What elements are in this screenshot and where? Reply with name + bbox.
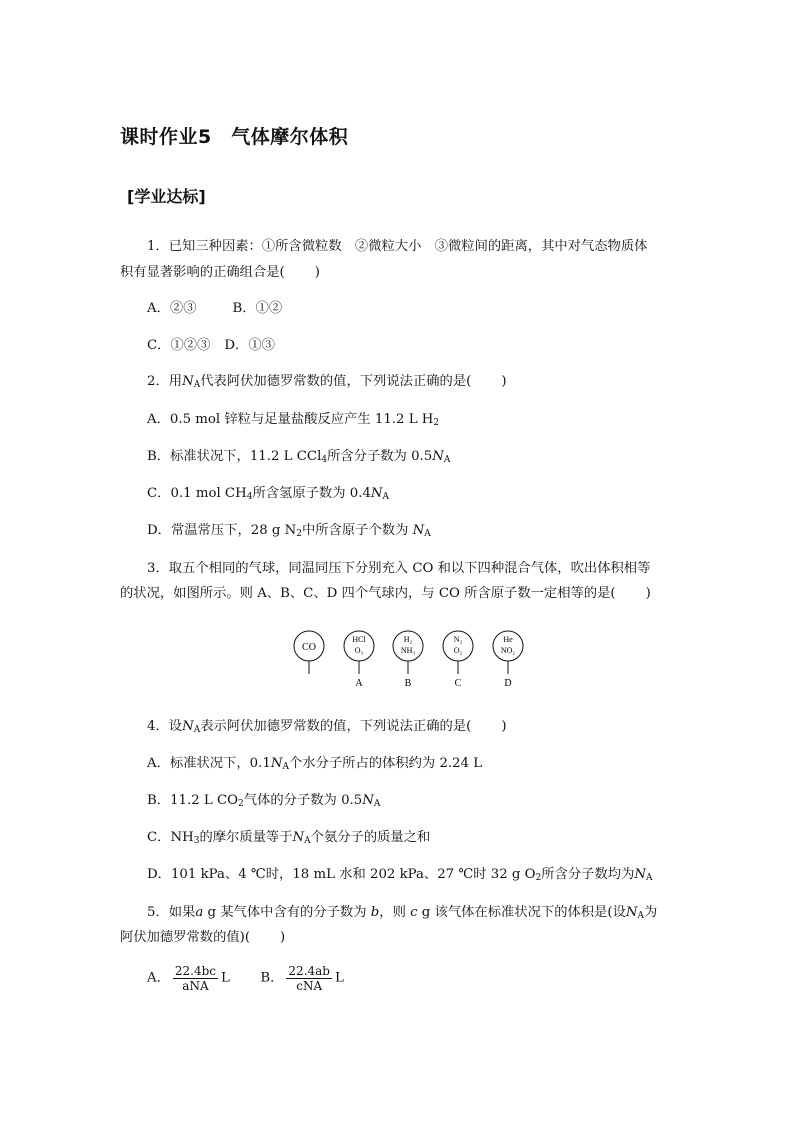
q5-option-b-fraction: $\frac{22.4ab}{\text{cNA}}$ (288, 964, 330, 993)
balloon-a-top: HCl (352, 635, 366, 644)
balloon-d-top: He (503, 635, 513, 644)
balloon-co (294, 631, 324, 674)
q2-option-a: A．0.5 mol 锌粒与足量盐酸反应产生 11.2 L $H_2$ (147, 412, 440, 428)
balloon-a-bottom: O₃ (354, 646, 364, 655)
q2-stem: 2．用$N_A$代表阿伏加德罗常数的值，下列说法正确的是( ) (147, 374, 507, 390)
q5-options: A． $\frac{22.4bc}{\text{aNA}}$ L B． $\frac{22.4ab}{\text{cNA}}$ L (147, 964, 344, 993)
balloon-c-top: N₂ (453, 635, 463, 644)
q1-option-c: C．①②③ (147, 338, 211, 353)
q5-line2: 阿伏加德罗常数的值)( ) (120, 930, 286, 945)
q1-options-ab (147, 300, 282, 318)
q3-line1: 3．取五个相同的气球，同温同压下分别充入 CO 和以下四种混合气体，吹出体积相等 (147, 561, 651, 576)
q2-option-d: D．常温常压下，28 g $N_2$中所含原子个数为 $N_A$ (147, 523, 431, 539)
q3-line2: 的状况，如图所示。则 A、B、C、D 四个气球内，与 CO 所含原子数一定相等的是( ) (120, 586, 651, 601)
q2-option-b: B．标准状况下，11.2 L CCl$_4$所含分子数为 $0.5N_A$ (147, 449, 451, 465)
balloon-c-bottom: O₂ (453, 646, 463, 655)
q1-line1: 1．已知三种因素：①所含微粒数 ②微粒大小 ③微粒间的距离，其中对气态物质体 (147, 239, 648, 254)
q1-option-b: B．①② (232, 301, 283, 316)
q4-option-a: A．标准状况下，$0.1N_A$个水分子所占的体积约为 2.24 L (147, 756, 483, 772)
balloon-d-bottom: NO₂ (500, 646, 516, 655)
q4-option-c: C．$NH_3$的摩尔质量等于$N_A$个氨分子的质量之和 (147, 830, 431, 846)
q1-line2: 积有显著影响的正确组合是( ) (120, 265, 320, 280)
balloon-d (493, 631, 523, 689)
page-title: 课时作业5 气体摩尔体积 (120, 126, 349, 148)
balloon-b-top: H₂ (403, 635, 413, 644)
balloon-b-bottom: NH₃ (400, 646, 416, 655)
balloon-a-label: A (355, 678, 363, 689)
balloon-c (443, 631, 473, 689)
balloon-diagram (280, 622, 540, 692)
q2-option-c: C．0.1 mol $CH_4$所含氢原子数为 $0.4N_A$ (147, 486, 390, 502)
balloon-b (393, 631, 423, 689)
q5-line1: 5．如果a g 某气体中含有的分子数为 b，则 c g 该气体在标准状况下的体积是(设$N_A$为 (147, 905, 658, 921)
q4-option-d: D．101 kPa、4 ℃时，18 mL 水和 202 kPa、27 ℃时 32 g $O_2$所含分子数均为$N_A$ (147, 867, 653, 883)
balloon-co-top: CO (302, 642, 316, 653)
q1-option-d: D．①③ (224, 338, 275, 353)
q5-option-a-fraction: $\frac{22.4bc}{\text{aNA}}$ (174, 964, 217, 993)
balloon-b-label: B (404, 678, 412, 689)
balloon-a (344, 631, 374, 689)
q1-options-cd (147, 337, 275, 355)
section-heading: [学业达标] (127, 187, 206, 206)
q5-option-a-label: A． (147, 970, 170, 986)
q1-option-a: A．②③ (147, 301, 197, 316)
q4-stem: 4．设$N_A$表示阿伏加德罗常数的值，下列说法正确的是( ) (147, 719, 507, 735)
balloon-d-label: D (504, 678, 512, 689)
balloon-c-label: C (454, 678, 462, 689)
q5-option-b-label: B． (260, 970, 284, 986)
q4-option-b: B．11.2 L $CO_2$气体的分子数为 $0.5N_A$ (147, 793, 381, 809)
